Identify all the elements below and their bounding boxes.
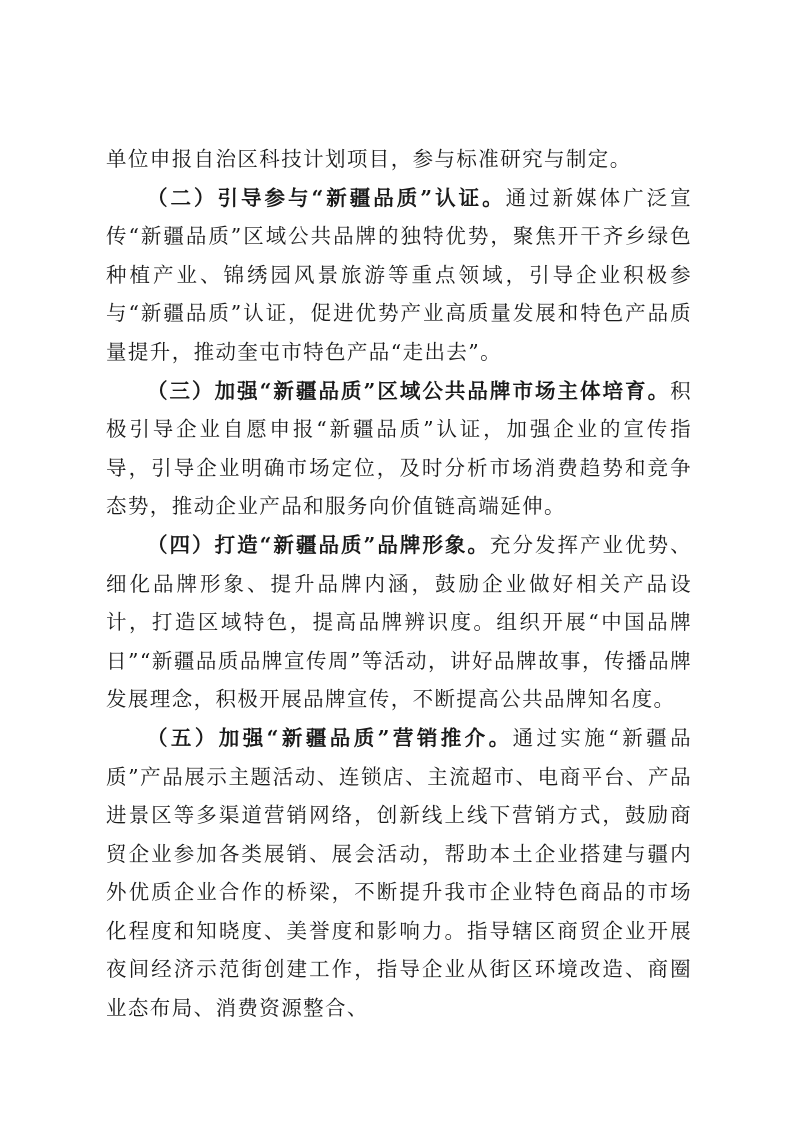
section-heading: （五）加强“新疆品质”营销推介。 <box>147 725 513 750</box>
section-heading: （二）引导参与“新疆品质”认证。 <box>147 185 506 210</box>
paragraph-text: 积极引导企业自愿申报“新疆品质”认证，加强企业的宣传指导，引导企业明确市场定位，及时分析市场消费趋势和竞争态势，推动企业产品和服务向价值链高端延伸。 <box>106 378 692 519</box>
paragraph-section-2 <box>106 179 692 372</box>
paragraph-section-4 <box>106 526 692 719</box>
paragraph-text: 充分发挥产业优势、细化品牌形象、提升品牌内涵，鼓励企业做好相关产品设计，打造区域特色，提高品牌辨识度。组织开展“中国品牌日”“新疆品质品牌宣传周”等活动，讲好品牌故事，传播品牌发展理念，积极开展品牌宣传，不断提高公共品牌知名度。 <box>106 532 692 712</box>
paragraph-section-5 <box>106 719 692 1028</box>
document-body <box>106 140 692 1028</box>
paragraph-text: 通过新媒体广泛宣传“新疆品质”区域公共品牌的独特优势，聚焦开干齐乡绿色种植产业、锦绣园风景旅游等重点领域，引导企业积极参与“新疆品质”认证，促进优势产业高质量发展和特色产品质量提升，推动奎屯市特色产品“走出去”。 <box>106 185 692 364</box>
paragraph-continued <box>106 140 692 179</box>
paragraph-text: 单位申报自治区科技计划项目，参与标准研究与制定。 <box>106 147 632 171</box>
paragraph-text: 通过实施“新疆品质”产品展示主题活动、连锁店、主流超市、电商平台、产品进景区等多渠道营销网络，创新线上线下营销方式，鼓励商贸企业参加各类展销、展会活动，帮助本土企业搭建与疆内外优质企业合作的桥梁，不断提升我市企业特色商品的市场化程度和知晓度、美誉度和影响力。指导辖区商贸企业开展夜间经济示范街创建工作，指导企业从街区环境改造、商圈业态布局、消费资源整合、 <box>106 725 692 1021</box>
section-heading: （四）打造“新疆品质”品牌形象。 <box>147 532 490 557</box>
paragraph-section-3 <box>106 372 692 526</box>
section-heading: （三）加强“新疆品质”区域公共品牌市场主体培育。 <box>147 378 671 403</box>
